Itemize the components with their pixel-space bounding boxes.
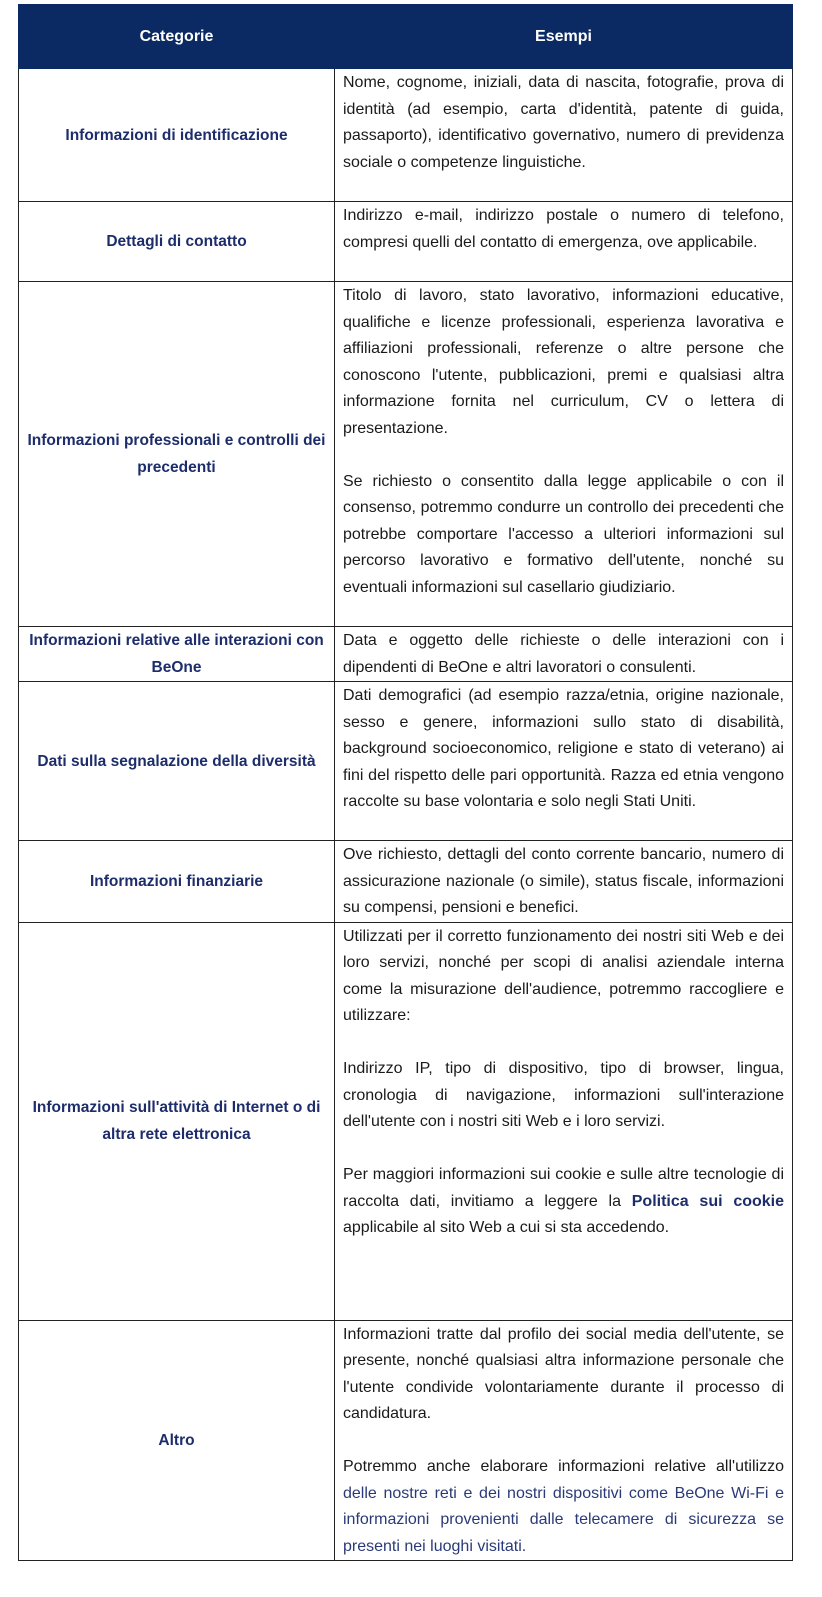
examples-text: Data e oggetto delle richieste o delle interazioni con i dipendenti di BeOne e altri lavoratori o consulenti.	[343, 632, 784, 676]
cookie-text-pre: Per maggiori informazioni sui cookie e sulle altre tecnologie di raccolta dati, invitiamo a leggere la	[343, 1166, 784, 1210]
altro-text-pre: Potremmo anche elaborare informazioni relative all'utilizzo	[343, 1458, 784, 1475]
header-esempi: Esempi	[335, 5, 793, 69]
examples-cell	[335, 1320, 793, 1561]
table-row	[19, 841, 793, 923]
examples-text: Informazioni tratte dal profilo dei social media dell'utente, se presente, nonché qualsiasi altra informazione personale che l'utente condivide volontariamente durante il processo di candidatura.	[343, 1325, 784, 1422]
table-header-row	[19, 5, 793, 69]
examples-text: Se richiesto o consentito dalla legge applicabile o con il consenso, potremmo condurre un controllo dei precedenti che potrebbe comportare l'accesso a ulteriori informazioni sul percorso lavorativo e formativo dell'utente, nonché su eventuali informazioni sul casellario giudiziario.	[343, 472, 784, 596]
examples-text: Titolo di lavoro, stato lavorativo, informazioni educative, qualifiche e licenze professionali, esperienza lavorativa e affiliazioni professionali, referenze o altre persone che conoscono l'utente, pubblicazioni, premi e qualsiasi altra informazione fornita nel curriculum, CV o lettera di presentazione.	[343, 287, 784, 437]
category-internet: Informazioni sull'attività di Internet o di altra rete elettronica	[19, 922, 335, 1320]
category-identificazione: Informazioni di identificazione	[19, 69, 335, 202]
table-row	[19, 1320, 793, 1561]
examples-text: Indirizzo IP, tipo di dispositivo, tipo di browser, lingua, cronologia di navigazione, informazioni sull'interazione dell'utente con i nostri siti Web e i loro servizi.	[343, 1060, 784, 1130]
category-contatto: Dettagli di contatto	[19, 202, 335, 282]
examples-text: Ove richiesto, dettagli del conto corrente bancario, numero di assicurazione nazionale (o simile), status fiscale, informazioni su compensi, pensioni e benefici.	[343, 846, 784, 916]
examples-cell	[335, 841, 793, 923]
examples-cell	[335, 282, 793, 627]
category-diversita: Dati sulla segnalazione della diversità	[19, 682, 335, 841]
examples-cell	[335, 627, 793, 682]
examples-cell	[335, 682, 793, 841]
altro-text-blue: delle nostre reti e dei nostri dispositivi come BeOne Wi-Fi e informazioni provenienti dalle telecamere di sicurezza se presenti nei luoghi visitati.	[343, 1484, 784, 1555]
category-altro: Altro	[19, 1320, 335, 1561]
table-row	[19, 282, 793, 627]
category-interazioni: Informazioni relative alle interazioni con BeOne	[19, 627, 335, 682]
table-row	[19, 69, 793, 202]
header-categorie: Categorie	[19, 5, 335, 69]
table-row	[19, 922, 793, 1320]
table-row	[19, 682, 793, 841]
cookie-policy-link[interactable]: Politica sui cookie	[631, 1192, 784, 1210]
data-categories-table-container	[18, 4, 792, 1561]
examples-text: Dati demografici (ad esempio razza/etnia, origine nazionale, sesso e genere, informazioni sullo stato di disabilità, background socioeconomico, religione e stato di veterano) ai fini del rispetto delle pari opportunità. Razza ed etnia vengono raccolte su base volontaria e solo negli Stati Uniti.	[343, 687, 784, 810]
table-row	[19, 627, 793, 682]
cookie-text-post: applicabile al sito Web a cui si sta accedendo.	[343, 1219, 670, 1236]
examples-text: Indirizzo e-mail, indirizzo postale o numero di telefono, compresi quelli del contatto di emergenza, ove applicabile.	[343, 207, 784, 251]
examples-cell	[335, 922, 793, 1320]
examples-text: Utilizzati per il corretto funzionamento dei nostri siti Web e dei loro servizi, nonché per scopi di analisi aziendale interna come la misurazione dell'audience, potremmo raccogliere e utilizzare:	[343, 927, 784, 1024]
examples-cell	[335, 69, 793, 202]
examples-cell	[335, 202, 793, 282]
category-finanziarie: Informazioni finanziarie	[19, 841, 335, 923]
examples-text	[343, 1162, 784, 1242]
examples-text: Nome, cognome, iniziali, data di nascita, fotografie, prova di identità (ad esempio, carta d'identità, patente di guida, passaporto), identificativo governativo, numero di previdenza sociale o competenze linguistiche.	[343, 74, 784, 171]
data-categories-table	[18, 4, 793, 1561]
examples-text	[343, 1454, 784, 1560]
table-row	[19, 202, 793, 282]
category-professionali: Informazioni professionali e controlli dei precedenti	[19, 282, 335, 627]
